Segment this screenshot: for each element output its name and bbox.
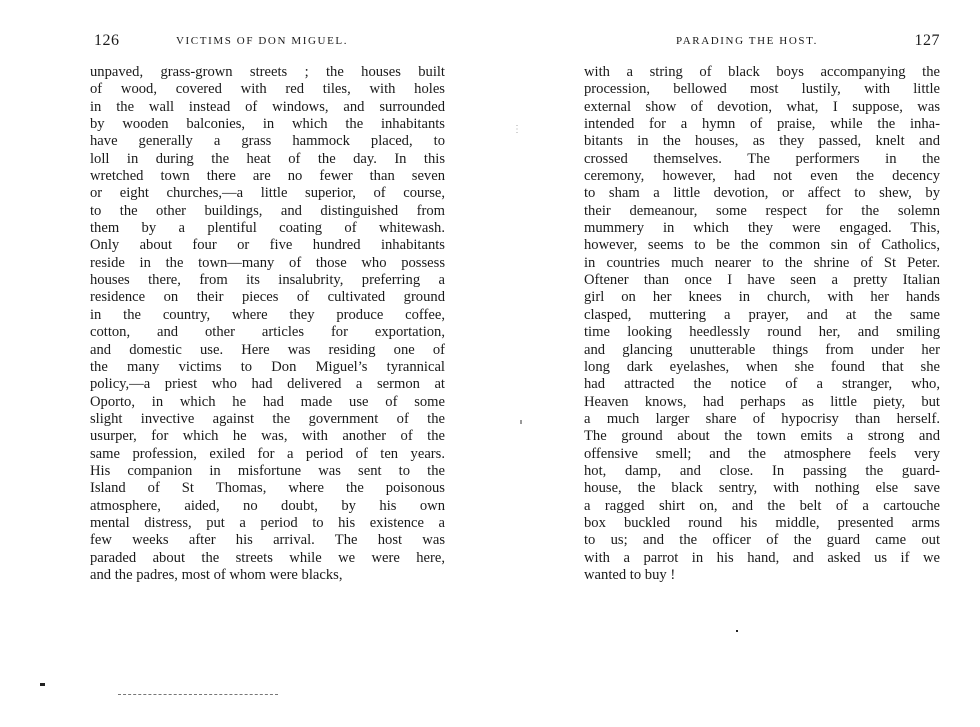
text-line: and glancing unutterable things from under her (584, 341, 940, 358)
text-line: Only about four or five hundred inhabitants (90, 237, 445, 254)
scan-speck (736, 630, 738, 632)
text-line: unpaved, grass-grown streets ; the houses built (90, 64, 445, 80)
text-line: ceremony, however, had not even the decency (584, 168, 940, 185)
left-running-title: VICTIMS OF DON MIGUEL. (176, 35, 349, 47)
text-line: slight invective against the government of the (90, 410, 445, 427)
text-line: or eight churches,—a little superior, of course, (90, 185, 445, 202)
text-line: Island of St Thomas, where the poisonous (90, 480, 445, 497)
text-line: policy,—a priest who had delivered a sermon at (90, 376, 445, 393)
text-line: box buckled round his middle, presented arms (584, 514, 940, 531)
right-page (584, 0, 940, 727)
text-line: cotton, and other articles for exportation, (90, 324, 445, 341)
text-line: have generally a grass hammock placed, to (90, 133, 445, 150)
text-line: His companion in misfortune was sent to the (90, 462, 445, 479)
text-line: crossed themselves. The performers in the (584, 150, 940, 167)
left-body-text (90, 64, 445, 584)
left-page-number: 126 (94, 32, 120, 49)
text-line: clasped, muttering a prayer, and at the same (584, 306, 940, 323)
text-line: and domestic use. Here was residing one of (90, 341, 445, 358)
text-line: mummery in which they were engaged. This, (584, 220, 940, 237)
text-line: Oftener than once I have seen a pretty Italian (584, 272, 940, 289)
text-line: intended for a hymn of praise, while the inha- (584, 116, 940, 133)
text-line: wanted to buy ! (584, 566, 676, 583)
text-line: Heaven knows, had perhaps as little piety, but (584, 393, 940, 410)
right-body-text (584, 64, 940, 584)
right-page-number: 127 (914, 32, 940, 49)
text-line: offensive smell; and the atmosphere feels very (584, 445, 940, 462)
right-running-head (584, 32, 940, 54)
text-line: in the wall instead of windows, and surrounded (90, 98, 445, 115)
text-line: and the padres, most of whom were blacks, (90, 566, 343, 583)
text-line: by wooden balconies, in which the inhabitants (90, 116, 445, 133)
text-line: them by a plentiful coating of whitewash. (90, 220, 445, 237)
text-line: to the other buildings, and distinguished from (90, 202, 445, 219)
text-line: atmosphere, aided, no doubt, by his own (90, 497, 445, 514)
text-line: usurper, for which he was, with another of the (90, 428, 445, 445)
text-line: their demeanour, some respect for the solemn (584, 202, 940, 219)
text-line: to us; and the officer of the guard came out (584, 532, 940, 549)
text-line: house, the black sentry, with nothing else save (584, 480, 940, 497)
text-line: to sham a little devotion, or affect to shew, by (584, 185, 940, 202)
text-line: hot, damp, and close. In passing the guard- (584, 462, 940, 479)
text-line: with a string of black boys accompanying the (584, 64, 940, 80)
text-line: of wood, covered with red tiles, with holes (90, 81, 445, 98)
text-line: however, seems to be the common sin of Catholics, (584, 237, 940, 254)
gutter-mark: ⋮ (512, 124, 522, 135)
text-line: few weeks after his arrival. The host was (90, 532, 445, 549)
text-line: external show of devotion, what, I suppose, was (584, 98, 940, 115)
text-line: mental distress, put a period to his existence a (90, 514, 445, 531)
text-line: loll in during the heat of the day. In this (90, 150, 445, 167)
text-line: The ground about the town emits a strong and (584, 428, 940, 445)
text-line: long dark eyelashes, when she found that she (584, 358, 940, 375)
right-running-title: PARADING THE HOST. (676, 35, 818, 47)
scan-speck (520, 420, 522, 424)
text-line: procession, bellowed most lustily, with little (584, 81, 940, 98)
text-line: time looking heedlessly round her, and smiling (584, 324, 940, 341)
left-page (90, 0, 445, 727)
text-line: residence on their pieces of cultivated ground (90, 289, 445, 306)
text-line: in the country, where they produce coffee, (90, 306, 445, 323)
text-line: Oporto, in which he had made use of some (90, 393, 445, 410)
text-line: the many victims to Don Miguel’s tyrannical (90, 358, 445, 375)
text-line: in countries much nearer to the shrine of St Peter. (584, 254, 940, 271)
text-line: with a parrot in his hand, and asked us if we (584, 549, 940, 566)
text-line: bitants in the houses, as they passed, knelt and (584, 133, 940, 150)
text-line: wretched town there are no fewer than seven (90, 168, 445, 185)
text-line: reside in the town—many of those who possess (90, 254, 445, 271)
text-line: had attracted the notice of a stranger, who, (584, 376, 940, 393)
text-line: paraded about the streets while we were here, (90, 549, 445, 566)
text-line: a ragged shirt on, and the belt of a cartouche (584, 497, 940, 514)
left-running-head (90, 32, 445, 54)
text-line: a much larger share of hypocrisy than herself. (584, 410, 940, 427)
scan-rule-mark (118, 694, 278, 695)
text-line: same profession, exiled for a period of ten years. (90, 445, 445, 462)
scan-speck (40, 683, 45, 686)
text-line: girl on her knees in church, with her hands (584, 289, 940, 306)
text-line: houses there, from its insalubrity, preferring a (90, 272, 445, 289)
